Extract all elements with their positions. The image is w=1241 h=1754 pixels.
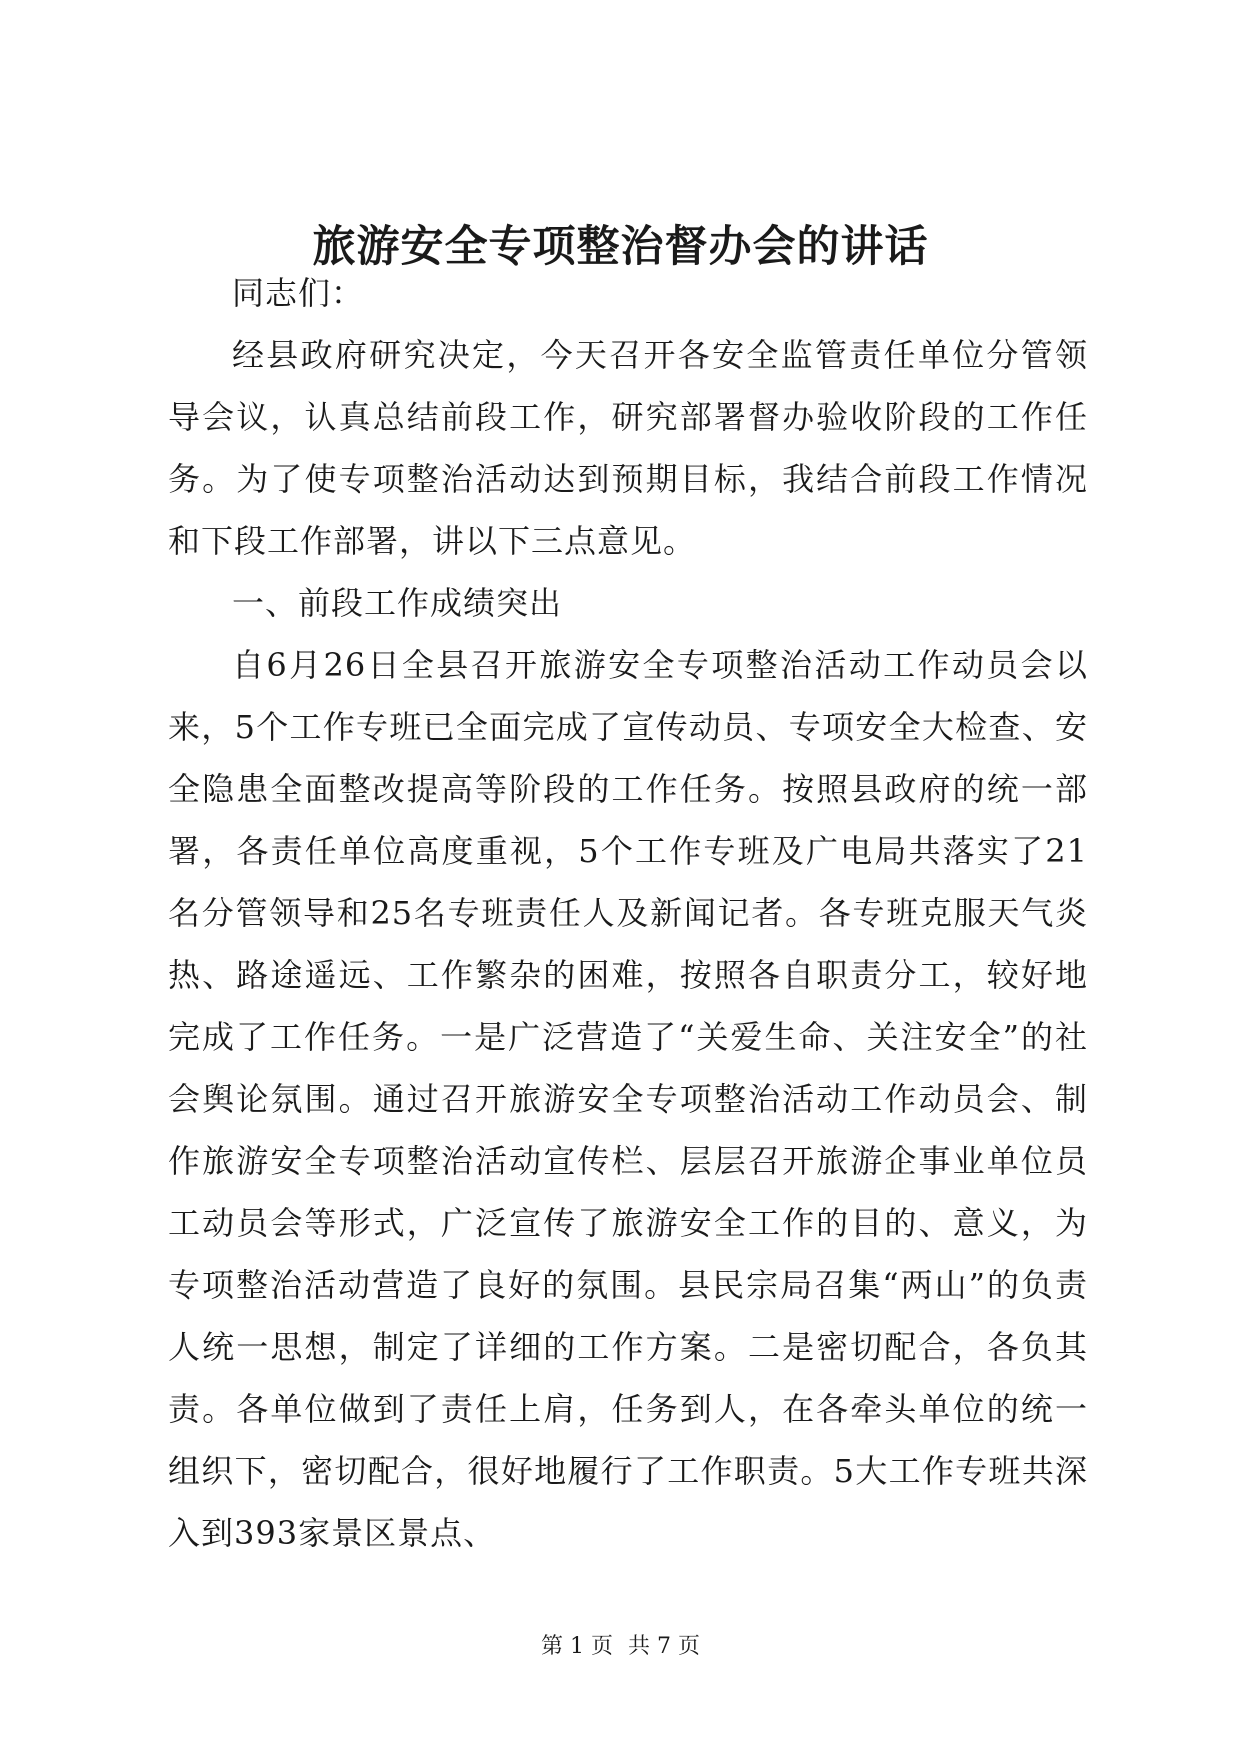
paragraph-intro: 经县政府研究决定，今天召开各安全监管责任单位分管领导会议，认真总结前段工作，研究部署督办验收阶段的工作任务。为了使专项整治活动达到预期目标，我结合前段工作情况和下段工作部署，讲以下三点意见。	[168, 336, 1088, 560]
page-footer	[0, 1632, 1241, 1662]
page-number: 第 1 页	[541, 1634, 613, 1659]
page-total: 共 7 页	[628, 1634, 700, 1659]
section-heading: 一、前段工作成绩突出	[232, 584, 563, 622]
document-title: 旅游安全专项整治督办会的讲话	[312, 222, 929, 272]
document-body	[168, 262, 1088, 1564]
paragraph-body: 自6月26日全县召开旅游安全专项整治活动工作动员会以来，5个工作专班已全面完成了宣传动员、专项安全大检查、安全隐患全面整改提高等阶段的工作任务。按照县政府的统一部署，各责任单位高度重视，5个工作专班及广电局共落实了21名分管领导和25名专班责任人及新闻记者。各专班克服天气炎热、路途遥远、工作繁杂的困难，按照各自职责分工，较好地完成了工作任务。一是广泛营造了“关爱生命、关注安全”的社会舆论氛围。通过召开旅游安全专项整治活动工作动员会、制作旅游安全专项整治活动宣传栏、层层召开旅游企事业单位员工动员会等形式，广泛宣传了旅游安全工作的目的、意义，为专项整治活动营造了良好的氛围。县民宗局召集“两山”的负责人统一思想，制定了详细的工作方案。二是密切配合，各负其责。各单位做到了责任上肩，任务到人，在各牵头单位的统一组织下，密切配合，很好地履行了工作职责。5大工作专班共深入到393家景区景点、	[168, 646, 1088, 1552]
salutation: 同志们：	[232, 274, 365, 312]
